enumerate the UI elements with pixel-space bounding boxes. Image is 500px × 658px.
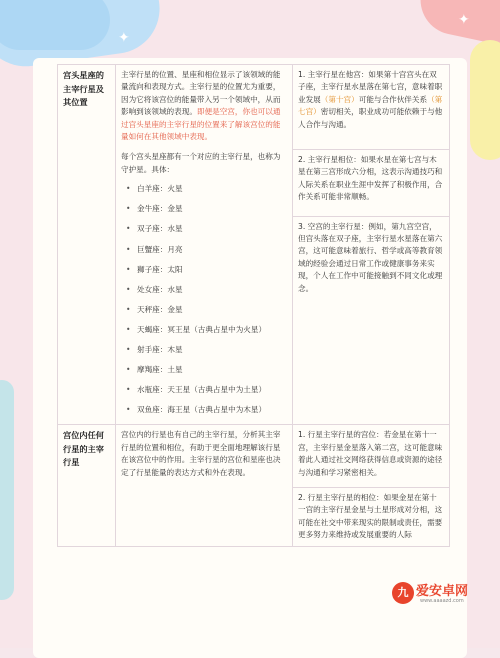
example-paragraph: 2. 行星主宰行星的相位：如果金星在第十一宫的主宰行星金星与土星形成对分相，这可能在社交中带来现实的限制或责任，需要更多努力来维持或发展重要的人际 [293,487,449,542]
list-item: • 天蝎座：冥王星（古典占星中为火星） [121,320,287,340]
example-cell [293,425,450,546]
example-cell [293,65,450,425]
row-heading: 宫位内任何行星的主宰行星 [58,425,116,546]
logo-url: www.aaaazd.com [420,598,464,604]
example-text: 密切相关，职业成功可能依赖于与他人合作与沟通。 [298,107,443,129]
example-text: 可能与合作伙伴关系 [358,94,428,104]
list-item: • 白羊座：火星 [121,179,287,199]
highlight-text: 即便是空宫，你也可以通过宫头星座的主宰行星的位置来了解该宫位的能量如何在其他领域中表现。 [121,107,281,142]
paragraph: 每个宫头星座都有一个对应的主宰行星，也称为守护星。具体： [121,152,281,174]
table-row [58,425,450,546]
example-paragraph: 1. 行星主宰行星的宫位：若金星在第十一宫，主宰行星金星落入第二宫，这可能意味着此人通过社交网络获得信息或资源的途径与沟通和学习紧密相关。 [298,430,443,477]
logo-text: 爱安卓网 [416,584,469,599]
decor-blue-shape-2 [0,0,110,50]
sparkle-icon: ✦ [118,30,130,46]
ruler-list [121,179,287,420]
table-row [58,65,450,425]
example-paragraph: 2. 主宰行星相位：如果水星在第七宫与木星在第三宫形成六分相，这表示沟通技巧和人际关系在职业生涯中发挥了积极作用，合作关系可能非常顺畅。 [293,149,449,204]
paragraph [121,69,287,143]
paragraph-text: 主宰行星的位置、星座和相位显示了该领域的能量流向和表现方式。主宰行星的位置尤为重要，因为它将该宫位的能量带入另一个领域中，从而影响到该领域的表现。 [121,70,281,117]
decor-yellow-shape [470,40,500,160]
highlight-text: （第十宫） [320,94,359,104]
list-item: • 双子座：水星 [121,219,287,239]
list-item: • 射手座：木星 [121,340,287,360]
list-item: • 天秤座：金星 [121,300,287,320]
site-logo [392,574,490,618]
list-item: • 狮子座：太阳 [121,260,287,280]
list-item: • 摩羯座：土星 [121,360,287,380]
example-text: 1. 主宰行星在他宫：如果第十宫宫头在双子座，主宰行星水星落在第七宫，意味着职业发展 [298,70,443,104]
list-item: • 金牛座：金星 [121,199,287,219]
list-item: • 处女座：水星 [121,280,287,300]
description-cell [116,65,293,425]
astrology-table [57,64,450,547]
decor-cyan-shape [0,380,14,600]
list-item: • 巨蟹座：月亮 [121,240,287,260]
row-heading: 宫头星座的主宰行星及其位置 [58,65,116,425]
sparkle-icon: ✦ [458,12,470,28]
highlight-text: （第七宫） [298,94,443,117]
logo-badge-icon: 九 [392,582,414,604]
description-cell: 宫位内的行星也有自己的主宰行星，分析其主宰行星的位置和相位，有助于更全面地理解该行星在该宫位中的作用。主宰行星的宫位和星座也决定了行星能量的表达方式和外在表现。 [116,425,293,546]
list-item: • 双鱼座：海王星（古典占星中为木星） [121,400,287,420]
example-paragraph [298,69,444,131]
list-item: • 水瓶座：天王星（古典占星中为土星） [121,380,287,400]
example-paragraph: 3. 空宫的主宰行星：例如，第九宫空宫，但宫头落在双子座，主宰行星水星落在第六宫，这可能意味着旅行、哲学或高等教育领域的经验会通过日常工作或健康事务来实现，个人在工作中可能接触到不同文化或理念。 [293,216,449,295]
